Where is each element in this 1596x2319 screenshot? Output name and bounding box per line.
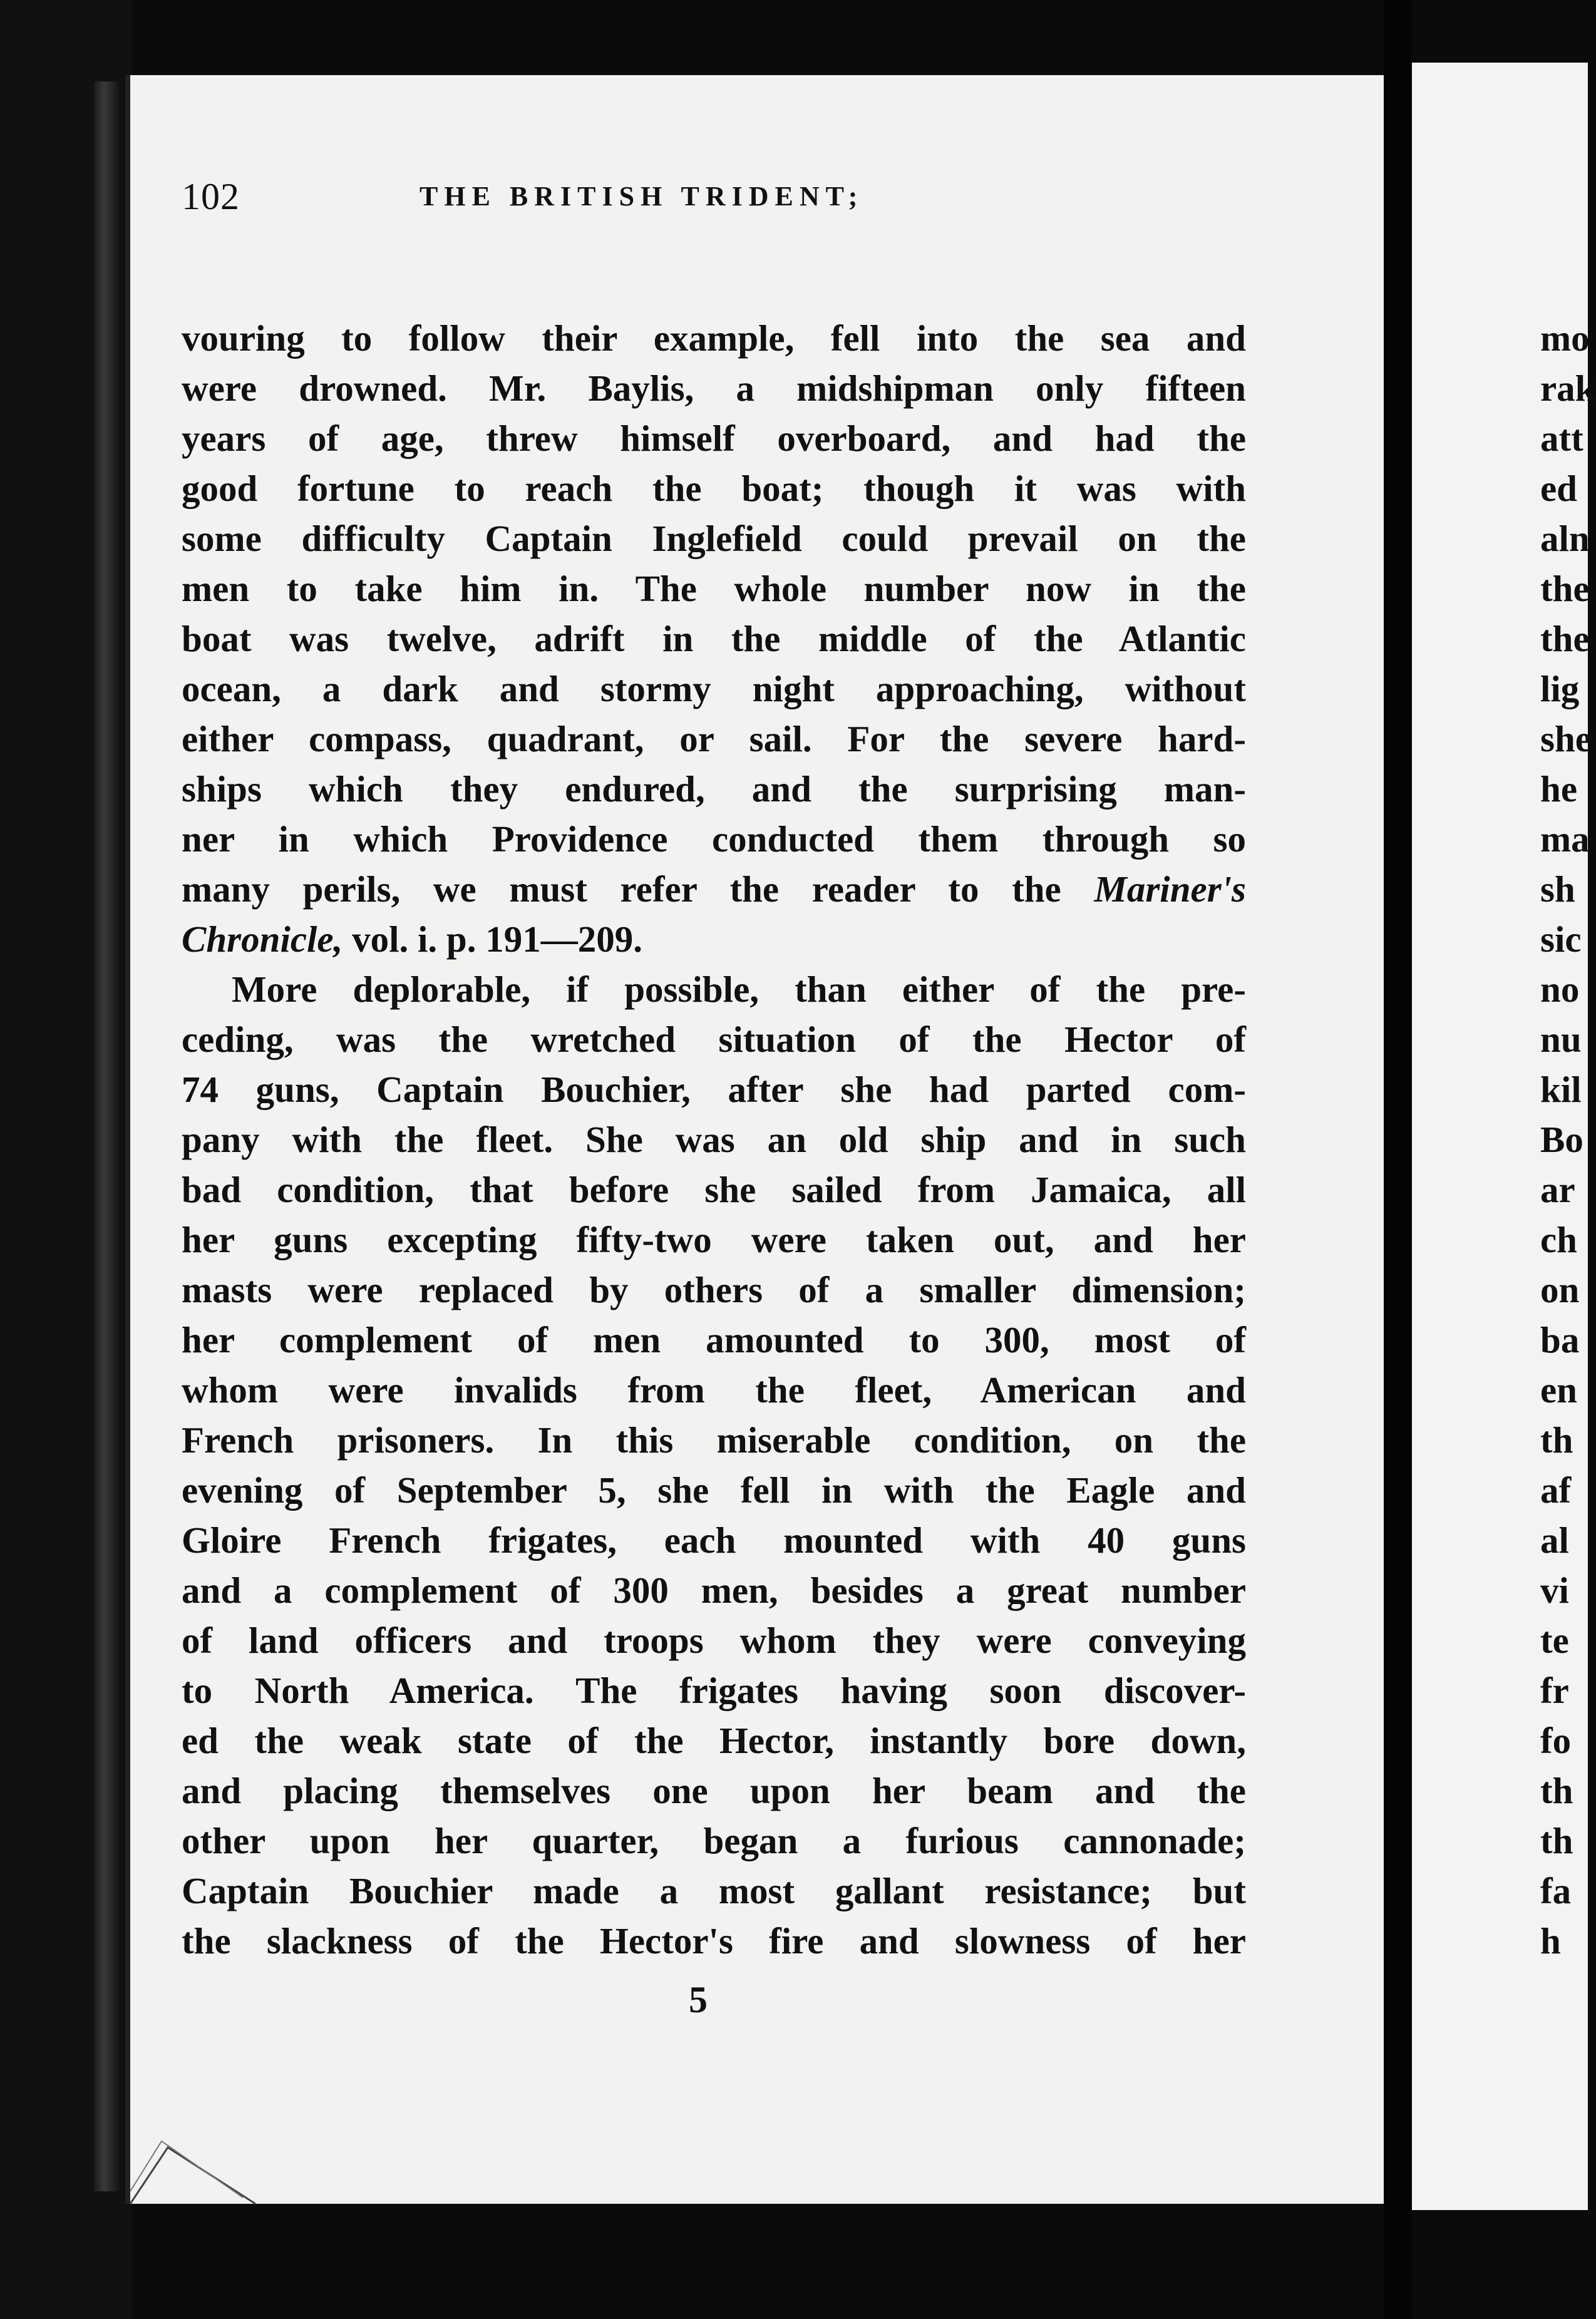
facing-fragment: sic (1540, 918, 1582, 960)
facing-fragment: te (1540, 1620, 1569, 1661)
paragraph-line: pany with the fleet. She was an old ship and in such (182, 1119, 1246, 1160)
facing-fragment: mo (1540, 317, 1590, 359)
facing-fragment: en (1540, 1369, 1577, 1411)
paragraph-line: French prisoners. In this miserable condition, on the (182, 1419, 1246, 1461)
paragraph-line: ed the weak state of the Hector, instantly bore down, (182, 1720, 1246, 1761)
paragraph-line: and placing themselves one upon her beam and the (182, 1770, 1246, 1811)
text-line: some difficulty Captain Inglefield could prevail on the (182, 518, 1246, 559)
paragraph-line: and a complement of 300 men, besides a great number (182, 1570, 1246, 1611)
text-line-citation (182, 864, 1246, 914)
body-text (182, 313, 1246, 1966)
facing-fragment: att (1540, 418, 1583, 459)
facing-fragment: he (1540, 768, 1577, 810)
facing-fragment: ar (1540, 1169, 1575, 1210)
paragraph-line: her guns excepting fifty-two were taken out, and her (182, 1219, 1246, 1260)
facing-fragment: sh (1540, 868, 1575, 910)
paragraph-line: of land officers and troops whom they were conveying (182, 1620, 1246, 1661)
facing-fragment: she (1540, 718, 1592, 759)
paragraph-line: the slackness of the Hector's fire and slowness of her (182, 1920, 1246, 1962)
running-head (182, 175, 1158, 232)
text-line: boat was twelve, adrift in the middle of the Atlantic (182, 618, 1246, 659)
page-number: 102 (182, 176, 240, 217)
paragraph-line: evening of September 5, she fell in with the Eagle and (182, 1469, 1246, 1511)
facing-fragment: rak (1540, 368, 1596, 409)
paragraph-line: More deplorable, if possible, than either of the pre- (232, 969, 1246, 1010)
facing-fragment: th (1540, 1820, 1573, 1861)
facing-fragment: fo (1540, 1720, 1572, 1761)
running-title: THE BRITISH TRIDENT; (420, 181, 864, 212)
text-line: vouring to follow their example, fell into the sea and (182, 317, 1246, 359)
facing-fragment: al (1540, 1519, 1569, 1561)
text-line: were drowned. Mr. Baylis, a midshipman only fifteen (182, 368, 1246, 409)
facing-fragment: aln (1540, 518, 1590, 559)
paragraph-line: whom were invalids from the fleet, American and (182, 1369, 1246, 1411)
facing-fragment: th (1540, 1770, 1573, 1811)
gutter-shadow (1384, 0, 1412, 2319)
paragraph-line: Gloire French frigates, each mounted with 40 guns (182, 1519, 1246, 1561)
text-line-citation-end (182, 914, 1246, 964)
facing-fragment: fa (1540, 1870, 1572, 1911)
facing-fragment: vi (1540, 1570, 1569, 1611)
paragraph-line: bad condition, that before she sailed from Jamaica, all (182, 1169, 1246, 1210)
facing-page-text (1540, 313, 1596, 1966)
facing-fragment: no (1540, 969, 1580, 1010)
facing-fragment: lig (1540, 668, 1580, 709)
facing-fragment: th (1540, 1419, 1573, 1461)
text-line: ocean, a dark and stormy night approaching, without (182, 668, 1246, 709)
facing-fragment: ma (1540, 818, 1590, 860)
facing-fragment: ch (1540, 1219, 1577, 1260)
facing-fragment: nu (1540, 1019, 1582, 1060)
facing-fragment: the (1540, 568, 1590, 609)
facing-fragment: af (1540, 1469, 1572, 1511)
text-line: either compass, quadrant, or sail. For the severe hard- (182, 718, 1246, 759)
citation-lead: many perils, we must refer the reader to the (182, 868, 1061, 910)
citation-title-part2: Chronicle, (182, 918, 343, 960)
paragraph-line: Captain Bouchier made a most gallant resistance; but (182, 1870, 1246, 1911)
paragraph-line: other upon her quarter, began a furious cannonade; (182, 1820, 1246, 1861)
page-stack-edge (94, 81, 119, 2191)
paragraph-line: to North America. The frigates having soon discover- (182, 1670, 1246, 1711)
citation-tail: vol. i. p. 191—209. (352, 918, 642, 960)
paragraph-line: 74 guns, Captain Bouchier, after she had parted com- (182, 1069, 1246, 1110)
paragraph-line: her complement of men amounted to 300, most of (182, 1319, 1246, 1360)
text-line: years of age, threw himself overboard, and had the (182, 418, 1246, 459)
facing-fragment: on (1540, 1269, 1580, 1310)
facing-fragment: h (1540, 1920, 1561, 1962)
facing-fragment: Bo (1540, 1119, 1583, 1160)
facing-fragment: the (1540, 618, 1590, 659)
text-line: men to take him in. The whole number now in the (182, 568, 1246, 609)
folded-corner-marks (130, 2079, 293, 2204)
text-line: ner in which Providence conducted them through so (182, 818, 1246, 860)
paragraph-line: masts were replaced by others of a smaller dimension; (182, 1269, 1246, 1310)
signature-mark: 5 (689, 1979, 708, 2020)
paragraph-line: ceding, was the wretched situation of the Hector of (182, 1019, 1246, 1060)
facing-fragment: ed (1540, 468, 1577, 509)
facing-fragment: kil (1540, 1069, 1582, 1110)
facing-fragment: fr (1540, 1670, 1569, 1711)
text-line: ships which they endured, and the surprising man- (182, 768, 1246, 810)
facing-fragment: ba (1540, 1319, 1580, 1360)
text-line: good fortune to reach the boat; though it was with (182, 468, 1246, 509)
citation-title-part1: Mariner's (1094, 868, 1247, 910)
